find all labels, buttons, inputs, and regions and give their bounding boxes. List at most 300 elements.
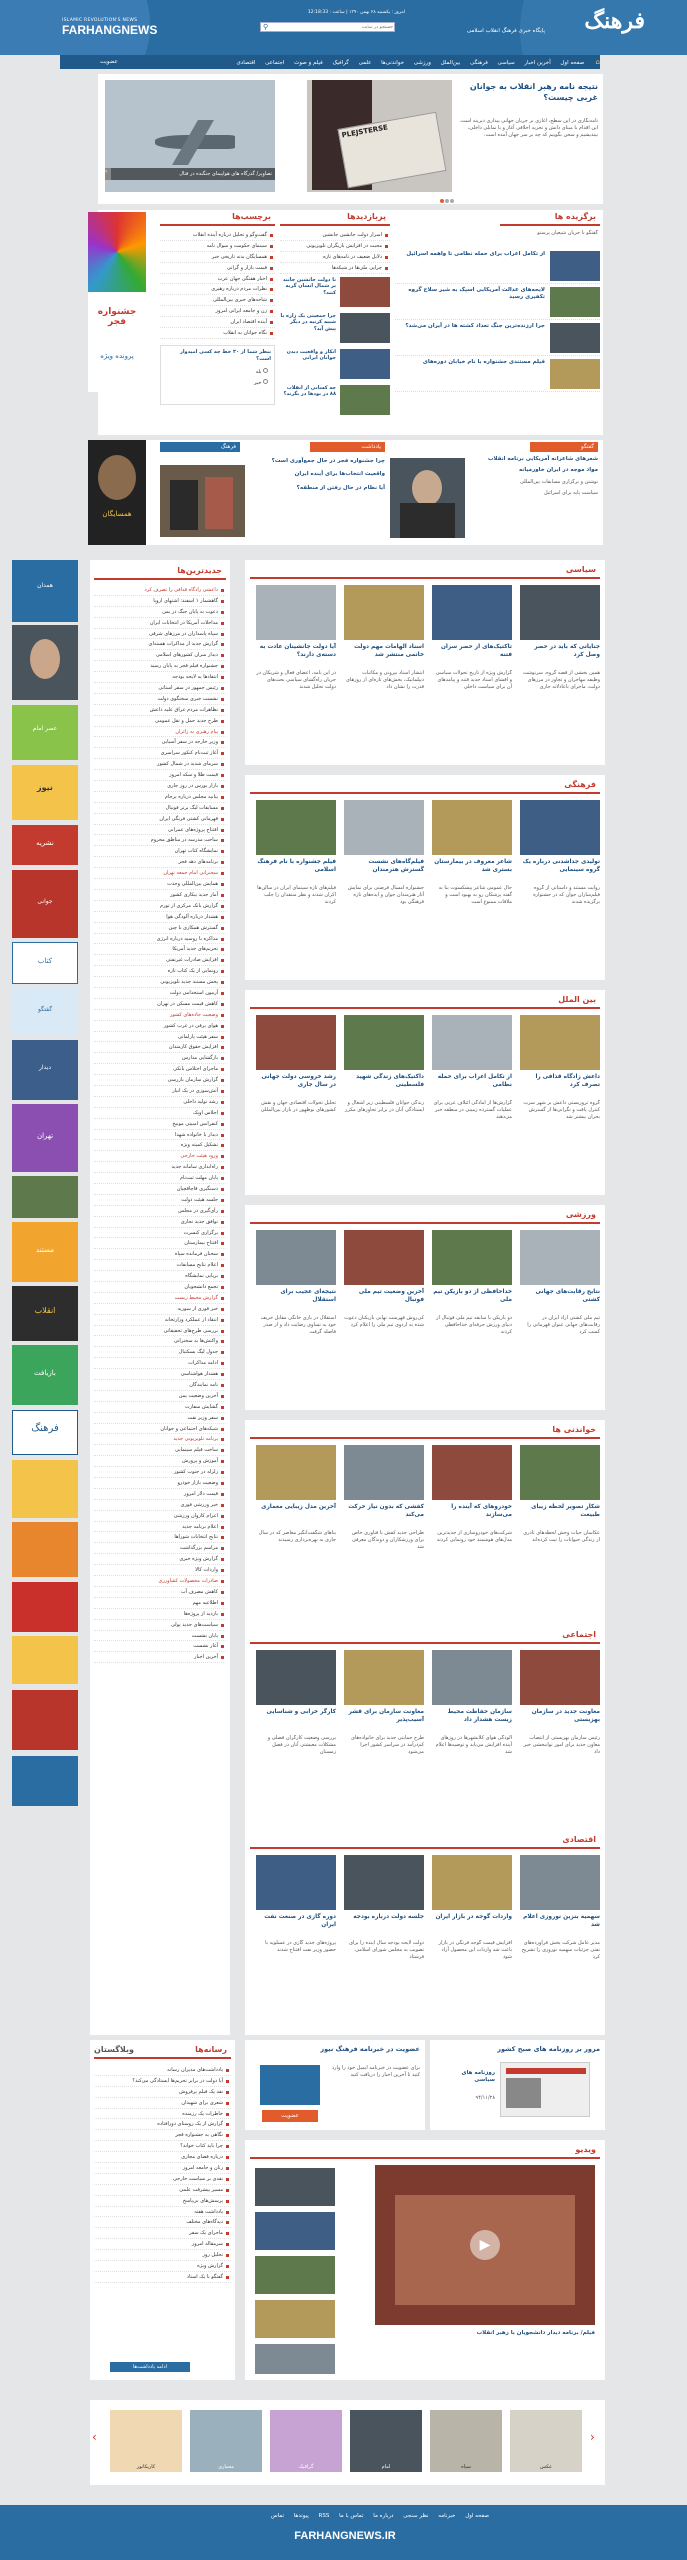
slider-caption[interactable]: تصاویر/ گذرگاه های هواپیمای جنگنده در قتال <box>105 168 275 180</box>
notes-item[interactable]: ماجرای یک سفر <box>94 2228 231 2239</box>
latest-item[interactable]: طرح جدید حمل و نقل عمومی <box>94 716 226 727</box>
ad-11[interactable] <box>12 1176 78 1218</box>
banner-item[interactable]: معماری <box>190 2410 262 2472</box>
latest-item[interactable]: رشد تولید داخلی <box>94 1097 226 1108</box>
footer-link[interactable]: خبرنامه <box>438 2513 456 2519</box>
poll-option-no[interactable] <box>161 377 274 388</box>
middle-a-item[interactable]: سیاست پایه برای اسرائیل <box>544 489 598 496</box>
discussion-item[interactable]: نگاه جوانان به انقلاب <box>160 328 275 339</box>
picks-top[interactable]: گفتگو با جریان شیعیان پرستو <box>537 230 598 236</box>
latest-item[interactable]: هوای برفی در غرب کشور <box>94 1021 226 1032</box>
notes-item[interactable]: شعری برای شهیدان <box>94 2098 231 2109</box>
notes-item[interactable]: یادداشت‌های مدیران رسانه <box>94 2065 231 2076</box>
section-item-image[interactable] <box>520 800 600 855</box>
latest-item[interactable]: رئیس جمهور در سفر استانی <box>94 683 226 694</box>
discussion-item[interactable]: قیمت بازار و گرانی <box>160 263 275 274</box>
middle-a-item[interactable]: نوشتن و برگزاری مسابقات بین‌المللی <box>519 478 598 485</box>
section-item-image[interactable] <box>256 1230 336 1285</box>
section-item-image[interactable] <box>344 1855 424 1910</box>
picks-item[interactable]: فیلم مستندی جشنواره با نام خیابان دوره‌های <box>395 356 600 392</box>
ad-5-text: نشریه <box>36 839 54 847</box>
latest-item[interactable]: پایان مهلت ثبت‌نام <box>94 1173 226 1184</box>
latest-item[interactable]: اعزام کاروان ورزشی <box>94 1511 226 1522</box>
header-date: امروز : یکشنبه ۲۸ بهمن ۱۳۹۰ | ساعت : 12:18:33 <box>307 10 405 15</box>
footer-link[interactable]: نظر سنجی <box>403 2513 429 2519</box>
latest-item[interactable]: بررسی طرح‌های تحقیقاتی <box>94 1326 226 1337</box>
latest-item[interactable]: سخنان فرمانده سپاه <box>94 1249 226 1260</box>
nav-item[interactable]: فیلم و صوت <box>294 60 323 66</box>
section-item-title[interactable]: معاونت سازمان برای قشر آسیب‌پذیر <box>348 1709 424 1723</box>
latest-item[interactable]: نشست خبری سخنگوی دولت <box>94 694 226 705</box>
notes-title[interactable]: رسانه‌ها <box>195 2045 227 2054</box>
latest-item[interactable]: همایش بین‌المللی وحدت <box>94 879 226 890</box>
ad-17[interactable] <box>12 1522 78 1577</box>
notes-item[interactable]: سرمقاله امروز <box>94 2239 231 2250</box>
notes-item[interactable]: خاطرات یک رزمنده <box>94 2109 231 2120</box>
slider-dots[interactable] <box>440 199 460 205</box>
section-title[interactable]: فرهنگی <box>564 780 596 789</box>
section-item-title[interactable]: داکتیک‌های زندگی شهید فلسطینی <box>356 1074 424 1088</box>
latest-item[interactable]: نتایج انتخابات شوراها <box>94 1532 226 1543</box>
middle-a-item[interactable]: مواد موجه در ایران خاورمیانه <box>518 467 598 474</box>
nav-item[interactable]: اقتصادی <box>236 60 256 66</box>
latest-item[interactable]: سپاه پاسداران در مرزهای شرقی <box>94 629 226 640</box>
banner-item[interactable]: سپاه <box>430 2410 502 2472</box>
section-title[interactable]: سیاسی <box>565 565 596 574</box>
nav-item[interactable]: فرهنگی <box>470 60 488 66</box>
discussion-item[interactable]: زن و جامعه ایرانی امروز <box>160 306 275 317</box>
latest-item[interactable]: آغاز نشست <box>94 1641 226 1652</box>
ad-6[interactable] <box>12 870 78 938</box>
section-head <box>250 1210 600 1224</box>
latest-item[interactable]: صادرات محصولات کشاورزی <box>94 1576 226 1587</box>
section-item-title[interactable]: جلسه دولت درباره بودجه <box>353 1914 424 1920</box>
middle-b-item[interactable]: آیا نظام در حال رفتن از منطقه؟ <box>296 484 385 491</box>
nav-item[interactable]: آخرین اخبار <box>524 60 551 66</box>
latest-item[interactable]: پیام رهبری به زائران <box>94 727 226 738</box>
section-item-title[interactable]: شاعر معروف در بیمارستان بستری شد <box>434 859 512 873</box>
latest-item[interactable]: قهرمانی کشتی فرنگی ایران <box>94 814 226 825</box>
latest-item[interactable]: افزایش حقوق کارمندان <box>94 1042 226 1053</box>
picks-item[interactable]: از تکامل اعراب برای حمله نظامی تا واهمه اسرائیل <box>395 248 600 284</box>
discussion-item[interactable]: همسایگان بدنه تاریخی خبر <box>160 252 275 263</box>
latest-item[interactable]: کاهش قیمت مسکن در تهران <box>94 999 226 1010</box>
latest-item[interactable]: گزارش ویژه خبری <box>94 1554 226 1565</box>
discussion-item[interactable]: اخبار هفتگی جهان عرب <box>160 274 275 285</box>
middle-b-item[interactable]: چرا جشنواره فجر در حال جمع‌آوری است؟ <box>271 458 385 464</box>
nav-item[interactable]: صفحه اول <box>560 60 585 66</box>
latest-item[interactable]: قیمت طلا و سکه امروز <box>94 770 226 781</box>
left-promo[interactable] <box>88 212 146 392</box>
latest-item[interactable]: مداخلات آمریکا در انتخابات ایران <box>94 618 226 629</box>
notes-item[interactable]: زنان و جامعه امروز <box>94 2163 231 2174</box>
latest-item[interactable]: تظاهرات مردم عراق علیه داعش <box>94 705 226 716</box>
latest-item[interactable]: ادامه مذاکرات <box>94 1358 226 1369</box>
logo-en[interactable] <box>62 18 157 37</box>
video-thumb[interactable] <box>255 2256 335 2294</box>
slider-prev-button[interactable]: ‹ <box>105 168 111 180</box>
latest-item[interactable]: دیدار با خانواده شهدا <box>94 1130 226 1141</box>
picks-item[interactable]: جرا ارزنده‌ترین جنگ تعداد کشته ها در آیران می‌شد؟ <box>395 320 600 356</box>
notes-item[interactable]: گفتگو با یک استاد <box>94 2272 231 2283</box>
latest-item[interactable]: راه‌اندازی سامانه جدید <box>94 1162 226 1173</box>
latest-item[interactable]: گاهشمار ۱ اسفند: اشتهای اروپا <box>94 596 226 607</box>
section-item-image[interactable] <box>432 1015 512 1070</box>
latest-item[interactable]: گزارش محیط زیست <box>94 1293 226 1304</box>
banner-item[interactable]: گرافیک <box>270 2410 342 2472</box>
section-item-image[interactable] <box>432 1650 512 1705</box>
latest-item[interactable]: نمایشگاه کتاب تهران <box>94 846 226 857</box>
section-title[interactable]: بین الملل <box>558 995 596 1004</box>
section-item-title[interactable]: خودروهای که آینده را می‌سازند <box>451 1504 512 1518</box>
section-item-title[interactable]: تاکتیک‌های از حصر سران فتنه <box>440 644 512 658</box>
middle-b-item[interactable]: واقعیت انتخاب‌ها برای آینده ایران <box>294 471 385 478</box>
latest-item[interactable]: جشنواره فیلم فجر به پایان رسید <box>94 661 226 672</box>
latest-item[interactable]: افتتاح پروژه‌های عمرانی <box>94 825 226 836</box>
shohada-ad[interactable] <box>88 440 146 545</box>
search-box[interactable] <box>260 22 395 32</box>
section-item-title[interactable]: آخرین وضعیت تیم ملی فوتبال <box>358 1289 424 1303</box>
latest-item[interactable]: سفر وزیر نفت <box>94 1413 226 1424</box>
nav-item[interactable]: بین‌الملل <box>440 60 461 66</box>
footer-link[interactable]: تماس با ما <box>339 2513 364 2519</box>
mostvisited-thumb-row <box>280 277 390 313</box>
latest-item[interactable]: آتش‌سوزی در یک انبار <box>94 1086 226 1097</box>
section-title[interactable]: ورزشی <box>565 1210 596 1219</box>
nav-home-icon[interactable]: ⌂ <box>595 58 600 66</box>
video-thumb[interactable] <box>255 2300 335 2338</box>
latest-item[interactable]: گزارش جدید از مذاکرات هسته‌ای <box>94 639 226 650</box>
latest-item[interactable]: انتقادها به لایحه بودجه <box>94 672 226 683</box>
notes-item[interactable]: نگاهی به جشنواره فجر <box>94 2130 231 2141</box>
ad-4[interactable] <box>12 765 78 820</box>
ad-8[interactable] <box>12 988 78 1036</box>
section-item-image[interactable] <box>344 585 424 640</box>
section-item-title[interactable]: واردات گوجه در بازار ایران <box>435 1914 512 1920</box>
mostvisited-item[interactable]: محبت در افزایش بازیگران تلویزیونی <box>280 241 390 252</box>
section-item-title[interactable]: آخرین مدل زیبایی معماری <box>261 1504 336 1510</box>
latest-item[interactable]: بازگشایی مدارس <box>94 1053 226 1064</box>
video-thumb[interactable] <box>255 2212 335 2250</box>
banner-item[interactable]: امام <box>350 2410 422 2472</box>
notes-more-button[interactable]: ادامه یادداشت‌ها <box>110 2362 190 2372</box>
nav-signup[interactable]: عضویت <box>100 59 118 65</box>
latest-item[interactable]: برگزاری کنسرت <box>94 1228 226 1239</box>
ad-7[interactable] <box>12 942 78 984</box>
latest-item[interactable]: دستگیری قاچاقچیان <box>94 1184 226 1195</box>
mostvisited-item[interactable]: دلایل ضعیف در نامه‌های تازه <box>280 252 390 263</box>
latest-item[interactable]: گشایش سفارت <box>94 1402 226 1413</box>
section-item-image[interactable] <box>520 1650 600 1705</box>
latest-item[interactable]: گسترش همکاری با چین <box>94 923 226 934</box>
ad-2[interactable] <box>12 625 78 700</box>
middle-c-image[interactable] <box>160 465 245 537</box>
section-item-image[interactable] <box>432 800 512 855</box>
latest-item[interactable]: مسابقات لیگ برتر فوتبال <box>94 803 226 814</box>
notes-item[interactable]: پرسش‌های بی‌پاسخ <box>94 2196 231 2207</box>
footer-link[interactable]: درباره ما <box>373 2513 394 2519</box>
section-item-title[interactable]: رشد خروسی دولت جهانی در سال جاری <box>261 1074 336 1088</box>
slider-title[interactable]: نتیجه نامه رهبر انقلاب به جوانان غربی چیست؟ <box>469 82 598 102</box>
ad-13[interactable] <box>12 1286 78 1341</box>
ad-12[interactable] <box>12 1222 78 1282</box>
section-item-image[interactable] <box>520 1015 600 1070</box>
latest-item[interactable]: وضعیت بازار خودرو <box>94 1478 226 1489</box>
latest-item[interactable]: داعشی زادگاه قذافی را تصرف کرد <box>94 585 226 596</box>
section-item-image[interactable] <box>520 1230 600 1285</box>
notes-item[interactable]: دیدگاه‌های مختلف <box>94 2217 231 2228</box>
middle-a-item[interactable]: شعرهای شاعرانه آمریکایی برنامه انقلاب <box>487 456 598 462</box>
section-item-image[interactable] <box>256 1855 336 1910</box>
nav-item[interactable]: ورزشی <box>413 60 431 66</box>
latest-item[interactable]: مراسم بزرگداشت <box>94 1543 226 1554</box>
latest-item[interactable]: برپایی نمایشگاه <box>94 1271 226 1282</box>
section-item-title[interactable]: اسناد الهامات مهم دولت خاتمی منتشر شد <box>354 644 424 658</box>
latest-item[interactable]: دیدار سران کشورهای اسلامی <box>94 650 226 661</box>
footer-link[interactable]: تماس <box>270 2513 284 2519</box>
section-item-image[interactable] <box>344 1230 424 1285</box>
latest-item[interactable]: اعلام برنامه جدید <box>94 1522 226 1533</box>
video-thumb[interactable] <box>255 2344 335 2374</box>
video-main[interactable] <box>375 2165 595 2325</box>
newsletter-button[interactable]: عضویت <box>262 2110 318 2122</box>
latest-item[interactable]: پخش مستند جدید تلویزیونی <box>94 977 226 988</box>
section-item-title[interactable]: فیلم‌گاه‌های نشست گسترش هنرمندان <box>368 859 424 873</box>
latest-item[interactable]: تشکیل کمیته ویژه <box>94 1140 226 1151</box>
ad-1[interactable] <box>12 560 78 622</box>
ad-9[interactable] <box>12 1040 78 1100</box>
section-item-title[interactable]: سازمان حفاظت محیط زیست هشدار داد <box>447 1709 512 1723</box>
latest-item[interactable]: تحریم‌های جدید آمریکا <box>94 944 226 955</box>
section-item-image[interactable] <box>432 1445 512 1500</box>
ad-12-text: مستند <box>36 1246 54 1254</box>
latest-item[interactable]: آخرین وضعیت یمن <box>94 1391 226 1402</box>
section-title[interactable]: خواندنی ها <box>552 1425 596 1434</box>
banner-next[interactable]: › <box>590 2430 595 2444</box>
section-item-title[interactable]: نتیجه‌ای عجیب برای استقلال <box>280 1289 336 1303</box>
latest-item[interactable]: برنامه تلویزیونی جدید <box>94 1434 226 1445</box>
discussion-item[interactable]: شاخه‌های خبری بین‌المللی <box>160 295 275 306</box>
section-item-title[interactable]: داعش زادگاه قذافی را تصرف کرد <box>535 1074 600 1088</box>
notes-item[interactable]: نقد یک فیلم پرفروش <box>94 2087 231 2098</box>
ad-5[interactable] <box>12 825 78 865</box>
section-item-image[interactable] <box>256 585 336 640</box>
latest-item[interactable]: ماجرای اختلاس بانکی <box>94 1064 226 1075</box>
latest-item[interactable]: کاهش مصرف آب <box>94 1587 226 1598</box>
latest-item[interactable]: ساخت مدرسه در مناطق محروم <box>94 835 226 846</box>
latest-item[interactable]: هشدار هواشناسی <box>94 1369 226 1380</box>
latest-item[interactable]: ورود هیئت خارجی <box>94 1151 226 1162</box>
latest-item[interactable]: واکنش‌ها به سخنرانی <box>94 1336 226 1347</box>
latest-item[interactable]: افزایش صادرات غیرنفتی <box>94 955 226 966</box>
mostvisited-thumb-title[interactable]: انکار و واقعیت دیدن جوانان ایرانی <box>286 348 336 362</box>
ad-16[interactable] <box>12 1460 78 1518</box>
latest-item[interactable]: مذاکره با روسیه درباره انرژی <box>94 934 226 945</box>
section-item-title[interactable]: معاونت جدید در سازمان بهزیستی <box>531 1709 600 1723</box>
latest-item[interactable]: هشدار درباره آلودگی هوا <box>94 912 226 923</box>
ad-18[interactable] <box>12 1582 78 1632</box>
nav-item[interactable]: علمی <box>358 60 372 66</box>
latest-item[interactable]: گزارش سازمان بازرسی <box>94 1075 226 1086</box>
picks-item[interactable]: لایحه‌های عدالت آمریکایی اسپک به شیر سلاح گروه تکفیری رسید <box>395 284 600 320</box>
latest-item[interactable]: رأی‌گیری در مجلس <box>94 1206 226 1217</box>
section-item-image[interactable] <box>520 1445 600 1500</box>
section-item-image[interactable] <box>256 1015 336 1070</box>
latest-item[interactable]: گزارش بانک مرکزی از تورم <box>94 901 226 912</box>
latest-item[interactable]: پایان نشست <box>94 1631 226 1642</box>
latest-item[interactable]: جلسه هیئت دولت <box>94 1195 226 1206</box>
notes-item[interactable]: نقدی بر سیاست خارجی <box>94 2174 231 2185</box>
video-caption[interactable]: فیلم/ برنامه دیدار دانشجویان با رهبر انقلاب <box>476 2330 595 2336</box>
section-item-title[interactable]: کفشی که بدون نیاز حرکت می‌کند <box>348 1504 424 1518</box>
notes-item[interactable]: چرا باید کتاب خواند؟ <box>94 2141 231 2152</box>
latest-item[interactable]: خبر فوری از سوریه <box>94 1304 226 1315</box>
discussion-item[interactable]: نظرات مردم درباره رهبری <box>160 284 275 295</box>
discussion-item[interactable]: گفت‌وگو و تحلیل درباره آینده انقلاب <box>160 230 275 241</box>
latest-item[interactable]: نامه نمایندگان <box>94 1380 226 1391</box>
section-item-image[interactable] <box>256 800 336 855</box>
section-item-title[interactable]: کارگر خرابی و شناسایی <box>266 1709 336 1715</box>
section-title[interactable]: اقتصادی <box>562 1835 596 1844</box>
latest-item[interactable]: آمار جدید بیکاری کشور <box>94 890 226 901</box>
banner-item[interactable]: عکس <box>510 2410 582 2472</box>
latest-item[interactable]: انتقاد از عملکرد وزارتخانه <box>94 1315 226 1326</box>
footer-link[interactable]: صفحه اول <box>465 2513 490 2519</box>
section-item-image[interactable] <box>344 1650 424 1705</box>
latest-item[interactable]: سفر هیئت پارلمانی <box>94 1032 226 1043</box>
banner-item[interactable]: کاریکاتور <box>110 2410 182 2472</box>
latest-item[interactable]: رونمایی از یک کتاب تازه <box>94 966 226 977</box>
section-item-title[interactable]: خداحافظی از دو بازیکن تیم ملی <box>433 1289 512 1303</box>
section-title[interactable]: اجتماعی <box>562 1630 596 1639</box>
press-image[interactable] <box>500 2062 590 2117</box>
latest-item[interactable]: آغاز ثبت‌نام کنکور سراسری <box>94 748 226 759</box>
section-item-title[interactable]: شکار تصویر لحظه زیبای طبیعت <box>531 1504 600 1518</box>
section-item-image[interactable] <box>256 1650 336 1705</box>
mostvisited-thumb-title[interactable]: چرا جمعیتی یک زاره یا شبیه کرتیه در دیگر پیش آید؟ <box>280 312 336 333</box>
latest-item[interactable]: خبر ورزشی فوری <box>94 1500 226 1511</box>
latest-item[interactable]: آموزش و پرورش <box>94 1456 226 1467</box>
nav-item[interactable]: گرافیک <box>332 60 349 66</box>
mostvisited-thumb-title[interactable]: چه کسانی از انقلاب ۸۸ در بودها در بگرند؟ <box>283 384 336 398</box>
brand-en: FARHANGNEWS <box>62 23 158 37</box>
banner-prev[interactable]: ‹ <box>92 2430 97 2444</box>
latest-item[interactable]: شبکه‌های اجتماعی و جوانان <box>94 1424 226 1435</box>
footer-brand[interactable]: FARHANGNEWS.IR <box>294 2530 396 2542</box>
latest-item[interactable]: وزیر خارجه در سفر آسیایی <box>94 737 226 748</box>
nav-item[interactable]: خواندنی‌ها <box>381 60 405 66</box>
latest-item[interactable]: کنفرانس امنیتی مونیخ <box>94 1119 226 1130</box>
latest-item[interactable]: سخنرانی امام جمعه تهران <box>94 868 226 879</box>
latest-item[interactable]: تجمع دانشجویان <box>94 1282 226 1293</box>
mostvisited-item[interactable]: چرایی ملی‌ها در شبکه‌ها <box>280 263 390 274</box>
section-item-image[interactable] <box>520 1855 600 1910</box>
ad-3[interactable] <box>12 705 78 760</box>
latest-item[interactable]: آزمون استخدامی دولت <box>94 988 226 999</box>
discussion-item[interactable]: آینده اقتصاد ایران <box>160 317 275 328</box>
notes-item[interactable]: درباره فضای مجازی <box>94 2152 231 2163</box>
latest-item[interactable]: توافق جدید تجاری <box>94 1217 226 1228</box>
notes-item[interactable]: آیا دولت در برابر تحریم‌ها ایستادگی می‌کند؟ <box>94 2076 231 2087</box>
nav-item[interactable]: اجتماعی <box>265 60 285 66</box>
section-item-image[interactable] <box>344 1015 424 1070</box>
slider-main-image[interactable] <box>307 80 452 192</box>
latest-item[interactable]: قیمت دلار امروز <box>94 1489 226 1500</box>
latest-item[interactable]: وضعیت جاده‌های کشور <box>94 1010 226 1021</box>
section-item-title[interactable]: از تکامل اعراب برای حمله نظامی <box>437 1074 512 1088</box>
section-item-title[interactable]: نتایج رقابت‌های جهانی کشتی <box>535 1289 600 1303</box>
notes-item[interactable]: مسیر پیشرفت علمی <box>94 2185 231 2196</box>
footer-link[interactable]: پیوندها <box>293 2513 309 2519</box>
section-item-title[interactable]: آیا دولت جانشینان عادت به دسته‌ی دارند؟ <box>259 644 336 658</box>
section-item-title[interactable]: تولیدی جداشدنی درباره یک گروه سینمایی <box>522 859 600 873</box>
ad-20[interactable] <box>12 1690 78 1750</box>
section-item-image[interactable] <box>344 800 424 855</box>
latest-item[interactable]: واردات کالا <box>94 1565 226 1576</box>
latest-item[interactable]: سیاست‌های جدید پولی <box>94 1620 226 1631</box>
press-paper[interactable]: روزنامه های سیاسی <box>461 2070 495 2084</box>
latest-item[interactable]: اجلاس اوپک <box>94 1108 226 1119</box>
search-input[interactable] <box>273 23 393 31</box>
section-item-image[interactable] <box>432 1855 512 1910</box>
footer-link[interactable]: RSS <box>318 2513 330 2519</box>
latest-item[interactable]: بازدید از پروژه‌ها <box>94 1609 226 1620</box>
latest-item[interactable]: افتتاح بیمارستان <box>94 1238 226 1249</box>
section-item-title[interactable]: سهمیه بنزین نوروزی اعلام شد <box>523 1914 600 1928</box>
mostvisited-thumb-title[interactable]: تا دولت جانشین جاتند بر شمال انسان گریه کنند؟ <box>282 276 336 297</box>
search-icon[interactable]: ⚲ <box>263 23 269 31</box>
latest-item[interactable]: آخرین اخبار <box>94 1652 226 1663</box>
discussion-item[interactable]: سینمای حکومت و سوال نامه <box>160 241 275 252</box>
latest-item[interactable]: بازار بورس در روز جاری <box>94 781 226 792</box>
nav-item[interactable]: سیاسی <box>497 60 515 66</box>
latest-item[interactable]: بیانیه مجلس درباره برجام <box>94 792 226 803</box>
notes-item[interactable]: تحلیل روز <box>94 2250 231 2261</box>
latest-item[interactable]: سرمای شدید در شمال کشور <box>94 759 226 770</box>
notes-item[interactable]: گزارش از یک روستای دورافتاده <box>94 2119 231 2130</box>
section-item-image[interactable] <box>520 585 600 640</box>
section-item-image[interactable] <box>432 585 512 640</box>
video-thumb[interactable] <box>255 2168 335 2206</box>
section-item-image[interactable] <box>344 1445 424 1500</box>
latest-item[interactable]: اعلام نتایج مسابقات <box>94 1260 226 1271</box>
section-item-title[interactable]: دوره گازی در صنعت نفت ایران <box>264 1914 336 1928</box>
ad-10[interactable] <box>12 1104 78 1172</box>
notes-item[interactable]: یادداشت هفته <box>94 2207 231 2218</box>
latest-item[interactable]: برنامه‌های دهه فجر <box>94 857 226 868</box>
ad-19[interactable] <box>12 1636 78 1684</box>
ad-14[interactable] <box>12 1345 78 1405</box>
section-item-title[interactable]: فیلم جشنواره با نام فرهنگ اسلامی <box>257 859 336 873</box>
latest-item[interactable]: جدول لیگ بسکتبال <box>94 1347 226 1358</box>
section-item-title[interactable]: جنایاتی که باید در حصر وصل کرد <box>534 644 600 658</box>
latest-item[interactable]: ساخت فیلم سینمایی <box>94 1445 226 1456</box>
play-icon[interactable]: ▶ <box>470 2230 500 2260</box>
ad-15[interactable] <box>12 1410 78 1455</box>
section-item-image[interactable] <box>256 1445 336 1500</box>
latest-item[interactable]: اطلاعیه مهم <box>94 1598 226 1609</box>
mostvisited-item[interactable]: اسرار دولت جانشین جانشین <box>280 230 390 241</box>
notes-item[interactable]: گزارش ویژه <box>94 2261 231 2272</box>
section-item-image[interactable] <box>432 1230 512 1285</box>
section-item-desc: طراحی جدید کفش با فناوری خاص برای ورزشکاران و دوندگان معرفی شد <box>351 1530 424 1550</box>
latest-item[interactable]: دعوت به پایان جنگ در یمن <box>94 607 226 618</box>
notes-title-2[interactable]: وبلاگستان <box>94 2045 134 2054</box>
poll-option-yes[interactable] <box>161 366 274 377</box>
ad-21[interactable] <box>12 1756 78 1806</box>
middle-b-image[interactable] <box>390 458 465 538</box>
latest-item[interactable]: زلزله در جنوب کشور <box>94 1467 226 1478</box>
